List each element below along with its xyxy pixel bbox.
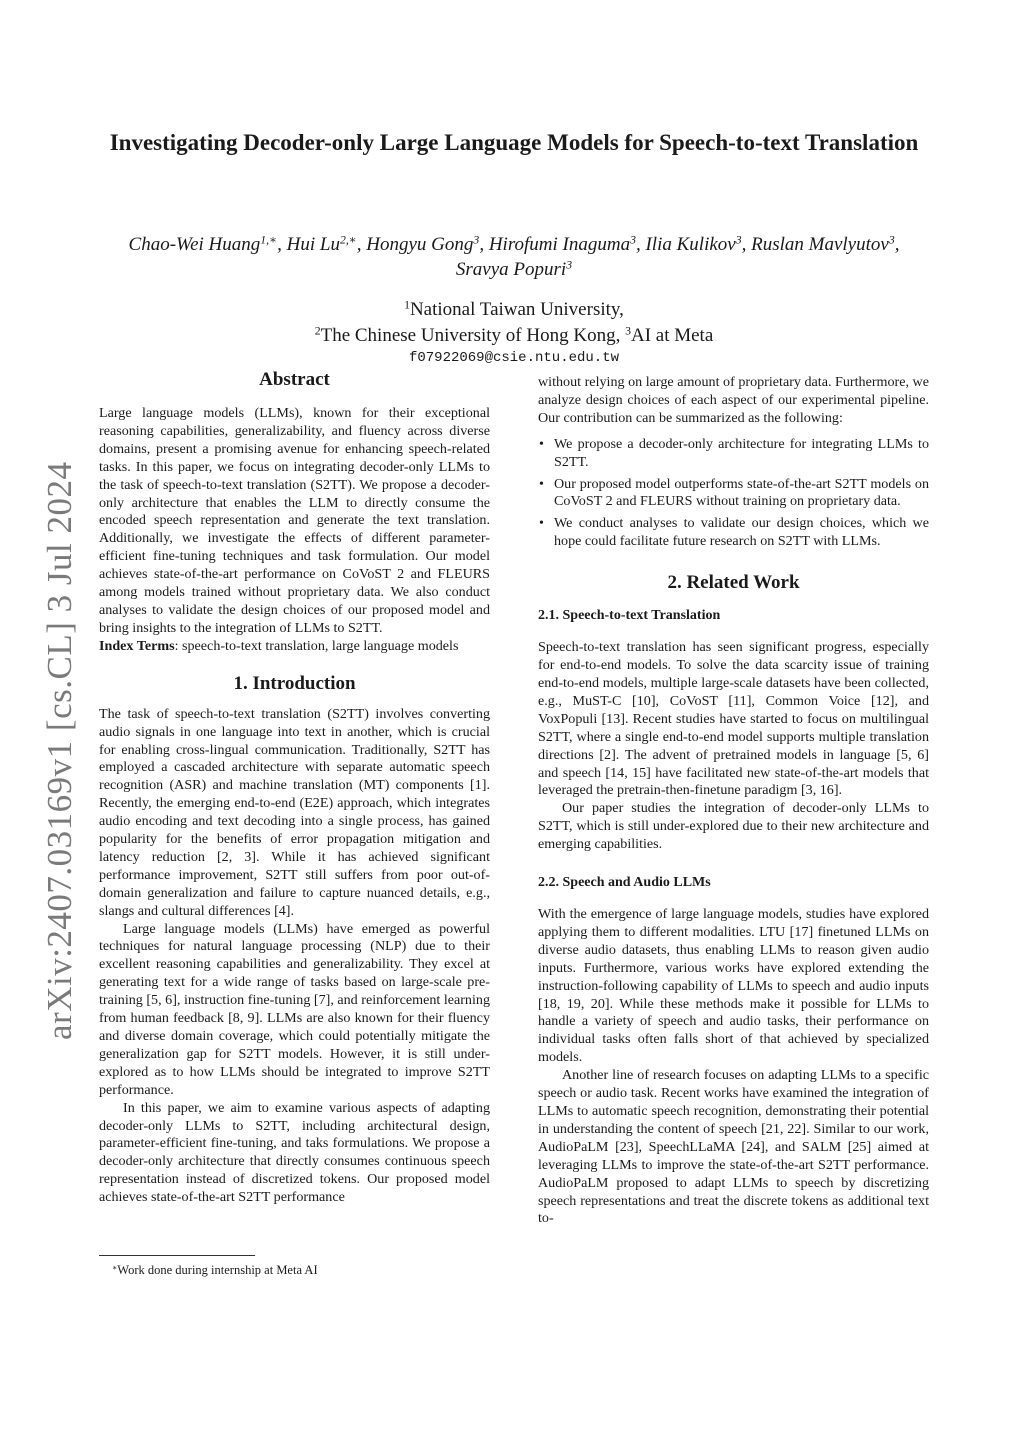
author-name: Ilia Kulikov <box>645 234 736 255</box>
footnote-mark: ∗ <box>112 1262 118 1272</box>
intro-paragraph-1: The task of speech-to-text translation (S2TT) involves converting audio signals in one language into text in another, which is crucial for enabling cross-lingual communication. Traditionally, S2TT has employed a cascaded architecture with separate automatic speech recognition (ASR) and machine translation (MT) components [1]. Recently, the emerging end-to-end (E2E) approach, which integrates audio encoding and text decoding into a single process, has gained popularity for the benefits of error propagation mitigation and latency reduction [2, 3]. While it has achieved significant performance improvement, S2TT still suffers from poor out-of-domain generalization and failure to capture nuanced details, e.g., slangs and cultural differences [4]. <box>99 705 490 919</box>
author-affiliation-mark: 3 <box>473 233 480 247</box>
contribution-list <box>538 436 929 551</box>
intro-paragraph-3: In this paper, we aim to examine various aspects of adapting decoder-only LLMs to S2TT, including architectural design, parameter-efficient fine-tuning, and taks formulations. We propose a decoder-only architecture that directly consumes continuous speech representation instead of discretized tokens. Our proposed model achieves state-of-the-art S2TT performance <box>99 1099 490 1206</box>
affiliation-line-1 <box>100 297 928 323</box>
author-name: Sravya Popuri <box>455 259 567 280</box>
left-column <box>99 368 490 1207</box>
footnote-text: Work done during internship at Meta AI <box>117 1263 318 1277</box>
author-affiliation-mark: 2,∗ <box>339 233 357 247</box>
affiliations <box>100 297 928 349</box>
abstract-heading: Abstract <box>259 369 330 390</box>
author-name: Hongyu Gong <box>366 234 474 255</box>
arxiv-identifier: arXiv:2407.03169v1 [cs.CL] 3 Jul 2024 <box>40 461 79 1040</box>
author-list <box>100 232 928 282</box>
intro-paragraph-2: Large language models (LLMs) have emerged as powerful techniques for natural language processing (NLP) due to their excellent reasoning capabilities and generalizability. They excel at generating text for a wide range of tasks based on large-scale pre-training [5, 6], instruction fine-tuning [7], and reinforcement learning from human feedback [8, 9]. LLMs are also known for their fluency and diverse domain coverage, which could potentially mitigate the generalization gap for S2TT models. However, it is still under-explored as to how LLMs should be integrated to improve S2TT performance. <box>99 920 490 1098</box>
contact-email[interactable]: f07922069@csie.ntu.edu.tw <box>408 350 620 366</box>
right-column <box>538 374 929 1228</box>
index-terms <box>99 638 490 656</box>
related-paragraph-3: With the emergence of large language models, studies have explored applying them to different modalities. LTU [17] finetuned LLMs on diverse audio datasets, thus enabling LLMs to reason given audio inputs. Furthermore, various works have explored extending the instruction-following capability of LLMs to speech and audio inputs [18, 19, 20]. While these methods make it possible for LLMs to handle a variety of speech and audio tasks, their performance on individual tasks often falls short of that achieved by specialized models. <box>538 906 929 1066</box>
list-item-text: We conduct analyses to validate our design choices, which we hope could facilitate future research on S2TT with LLMs. <box>554 515 929 550</box>
author-separator: , <box>894 234 900 255</box>
affiliation-line-2 <box>100 323 928 349</box>
affiliation-text: The Chinese University of Hong Kong, <box>320 325 626 346</box>
author-separator: , <box>277 234 287 255</box>
author-separator: , <box>479 234 489 255</box>
author-separator: , <box>356 234 367 255</box>
list-item-text: We propose a decoder-only architecture for integrating LLMs to S2TT. <box>554 435 929 470</box>
author-name: Ruslan Mavlyutov <box>751 234 889 255</box>
intro-paragraph-4: without relying on large amount of proprietary data. Furthermore, we analyze design choices of each aspect of our experimental pipeline. Our contribution can be summarized as the following: <box>538 374 929 426</box>
footnote <box>112 1262 318 1278</box>
author-affiliation-mark: 3 <box>735 233 742 247</box>
related-paragraph-1: Speech-to-text translation has seen significant progress, especially for end-to-end models. To solve the data scarcity issue of training end-to-end models, multiple large-scale datasets have been collected, e.g., MuST-C [10], CoVoST [11], Common Voice [12], and VoxPopuli [13]. Recent studies have started to focus on multilingual S2TT, where a single end-to-end model supports multiple translation directions [2]. The advent of pretrained models in language [5, 6] and speech [14, 15] have facilitated new state-of-the-art models that leveraged the pretrain-then-finetune paradigm [3, 16]. <box>538 639 929 799</box>
bullet-icon: • <box>539 515 544 532</box>
author-name: Chao-Wei Huang <box>128 234 261 255</box>
related-paragraph-2: Our paper studies the integration of decoder-only LLMs to S2TT, which is still under-explored due to their new architecture and emerging capabilities. <box>538 800 929 853</box>
list-item <box>538 515 929 551</box>
affiliation-mark: 2 <box>314 324 321 338</box>
affiliation-text: National Taiwan University, <box>409 299 624 320</box>
footnote-divider <box>99 1255 255 1256</box>
paper-title: Investigating Decoder-only Large Language Models for Speech-to-text Translation <box>109 130 919 155</box>
author-affiliation-mark: 3 <box>630 233 636 247</box>
subsection-heading-2-2: 2.2. Speech and Audio LLMs <box>538 875 711 891</box>
related-work-heading: 2. Related Work <box>667 572 800 594</box>
bullet-icon: • <box>539 435 544 452</box>
subsection-heading-2-1: 2.1. Speech-to-text Translation <box>538 608 721 624</box>
list-item <box>538 476 929 512</box>
author-affiliation-mark: 3 <box>888 233 895 247</box>
index-terms-label: Index Terms <box>99 637 175 654</box>
index-terms-text: : speech-to-text translation, large language models <box>174 637 459 654</box>
list-item-text: Our proposed model outperforms state-of-the-art S2TT models on CoVoST 2 and FLEURS without training on proprietary data. <box>554 475 929 510</box>
affiliation-text: AI at Meta <box>630 325 714 346</box>
affiliation-mark: 1 <box>404 298 410 312</box>
author-separator: , <box>741 234 752 255</box>
bullet-icon: • <box>539 475 544 492</box>
author-affiliation-mark: 3 <box>566 258 573 272</box>
related-paragraph-4: Another line of research focuses on adapting LLMs to a specific speech or audio task. Recent works have examined the integration of LLMs to automatic speech recognition, demonstrating their potential in understanding the content of speech [21, 22]. Similar to our work, AudioPaLM [23], SpeechLLaMA [24], and SALM [25] aimed at leveraging LLMs to improve the state-of-the-art S2TT performance. AudioPaLM proposed to adapt LLMs to speech by discretizing speech representations and treat the discrete tokens as additional text to- <box>538 1067 929 1227</box>
abstract-text: Large language models (LLMs), known for their exceptional reasoning capabilities, generalizability, and fluency across diverse domains, present a promising avenue for enhancing speech-related tasks. In this paper, we focus on integrating decoder-only LLMs to the task of speech-to-text translation (S2TT). We propose a decoder-only architecture that enables the LLM to directly consume the encoded speech representation and generate the text translation. Additionally, we investigate the effects of different parameter-efficient fine-tuning techniques and task formulation. Our model achieves state-of-the-art performance on CoVoST 2 and FLEURS among models trained without proprietary data. We also conduct analyses to validate the design choices of our proposed model and bring insights to the integration of LLMs to S2TT. <box>99 405 490 636</box>
author-separator: , <box>635 234 646 255</box>
author-affiliation-mark: 1,∗ <box>260 233 278 247</box>
affiliation-mark: 3 <box>625 324 631 338</box>
introduction-heading: 1. Introduction <box>233 672 356 694</box>
author-name: Hui Lu <box>286 234 340 255</box>
author-name: Hirofumi Inaguma <box>488 234 631 255</box>
list-item <box>538 436 929 472</box>
